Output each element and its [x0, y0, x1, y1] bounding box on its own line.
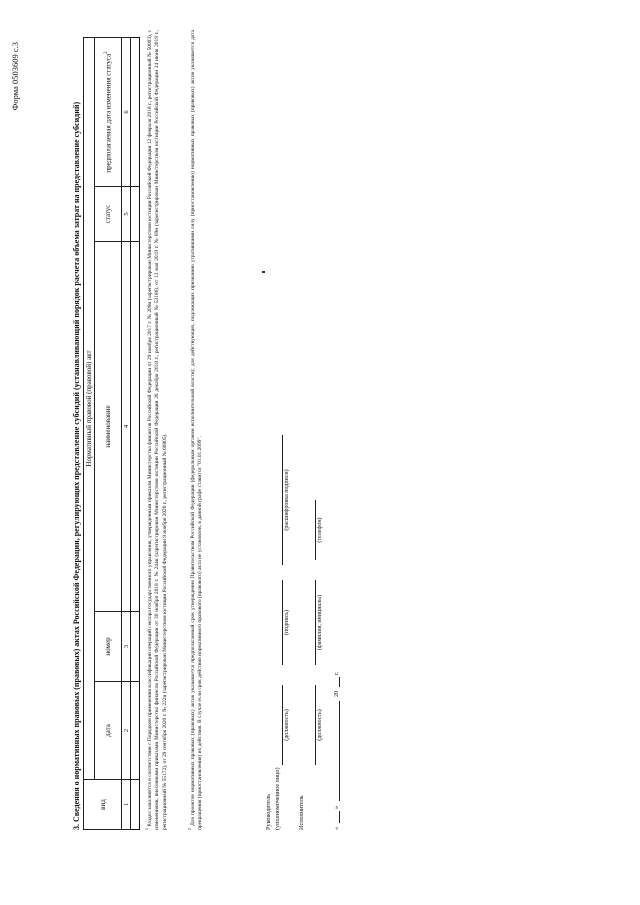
- date-year-prefix: 20: [333, 690, 340, 697]
- col-header-status-change-date: [95, 38, 122, 187]
- head-decode-caption: (расшифровка подписи): [284, 469, 290, 531]
- section-title: 3. Сведения о нормативных правовых (правовых) актах Российской Федерации, регулирующих представление субсидий (устанавливающий порядок расчета объема затрат на представление субсидий): [72, 101, 81, 830]
- date-year-line: [339, 677, 340, 687]
- col-number-6: 6: [122, 38, 131, 187]
- table-cell: [131, 612, 140, 682]
- scan-speck: [262, 272, 265, 274]
- date-close-quote: »: [333, 805, 340, 809]
- col-header-name: наименование: [95, 242, 122, 612]
- head-position-caption: (должность): [284, 709, 290, 741]
- normative-acts-table: [83, 38, 139, 830]
- footnote-1-mark: 1: [144, 828, 149, 830]
- group-header: Нормативный правовой (правовой) акт: [84, 38, 95, 780]
- table-cell: [131, 187, 140, 242]
- footnote-ref: 2: [103, 51, 109, 54]
- table-row: [131, 38, 140, 830]
- head-position-line: [282, 685, 283, 765]
- form-code: Форма 0503609 с.3: [10, 42, 20, 111]
- head-signature-line: [282, 580, 283, 665]
- executor-name-line: [315, 580, 316, 665]
- col-number-3: 3: [122, 612, 131, 682]
- date-month-line: [339, 701, 340, 801]
- footnote-2-mark: 2: [187, 828, 192, 830]
- col-number-4: 4: [122, 242, 131, 612]
- executor-position-line: [315, 685, 316, 765]
- col-number-1: 1: [122, 780, 131, 830]
- head-label: Руководитель: [265, 794, 272, 830]
- executor-label: Исполнитель: [298, 795, 305, 830]
- footnote-2: [186, 30, 205, 830]
- head-decode-line: [282, 435, 283, 565]
- date-year-suffix: г.: [333, 671, 340, 675]
- executor-phone-caption: (телефон): [317, 517, 323, 543]
- footnote-1-text: Раздел заполняется в соответствии с Порядком применения классификации операций сектора государственного управления, утвержденным приказом Министерства финансов Российской Федерации от 29 ноября 2017 г. № 209н (зарегистрирован Министерством юстиции Российской Федерации 12 февраля 2018 г., регистрационный № 50003), с изменениями, внесенными приказами Министерства финансов Российской Федерации от 30 ноября 2018 г. № 244н (зарегистрирован Министерством юстиции Российской Федерации 26 декабря 2018 г., регистрационный № 53186), от 13 мая 2019 г. № 69н (зарегистрирован Министерством юстиции Российской Федерации 24 июня 2019 г., регистрационный № 55172), от 29 сентября 2020 г. № 222н (зарегистрирован Министерством юстиции Российской Федерации 9 ноября 2020 г., регистрационный № 60805).: [146, 30, 168, 830]
- table-cell: [131, 38, 140, 187]
- executor-position-caption: (должность): [317, 709, 323, 741]
- table-cell: [131, 780, 140, 830]
- table-cell: [131, 242, 140, 612]
- col-header-status: статус: [95, 187, 122, 242]
- head-label-sub: (уполномоченное лицо): [274, 767, 281, 830]
- executor-phone-line: [315, 500, 316, 560]
- executor-name-caption: (фамилия, инициалы): [317, 594, 323, 651]
- col-header-date: дата: [95, 682, 122, 780]
- head-signature-caption: (подпись): [284, 610, 290, 635]
- table-cell: [131, 682, 140, 780]
- footnote-2-text: Для проектов нормативных правовых (правовых) актов указывается предполагаемый срок утверждения Правительством Российской Федерации (федеральным органом исполнительной власти); для действующих, подлежащих признанию утратившими силу (приостановлению) нормативных правовых (правовых) актов указывается дата прекращения (приостановления) их действия. В случае если срок действия нормативного правового (правового) акта не установлен, в данной графе ставится "01.01.2099".: [189, 30, 204, 830]
- footnote-1: [143, 30, 170, 830]
- date-open-quote: «: [333, 826, 340, 830]
- col-number-5: 5: [122, 187, 131, 242]
- col-header-kind: вид: [84, 780, 122, 830]
- date-day-line: [339, 811, 340, 823]
- col-number-2: 2: [122, 682, 131, 780]
- col-header-status-change-date-label: предполагаемая дата изменения статуса: [104, 53, 113, 173]
- col-header-number: номер: [95, 612, 122, 682]
